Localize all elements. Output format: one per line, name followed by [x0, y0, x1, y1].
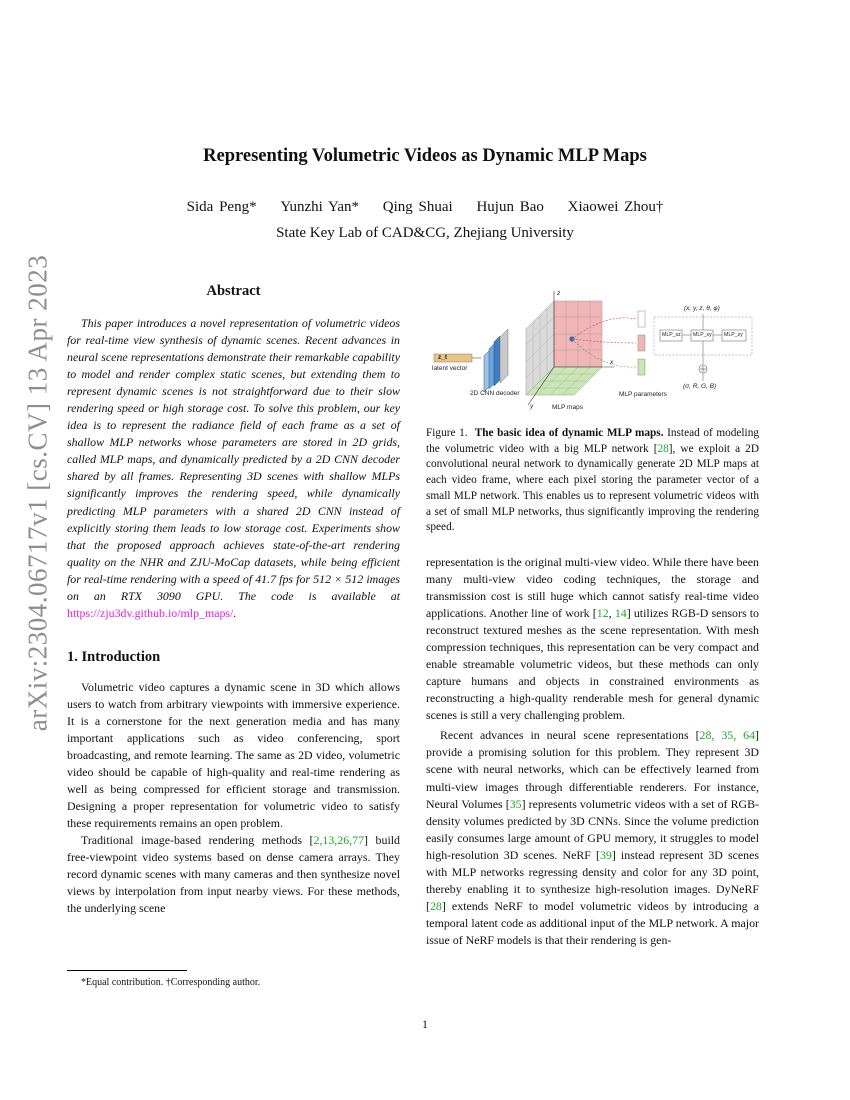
- output-label: (σ, R, G, B): [683, 383, 717, 390]
- mlp-params-label: MLP parameters: [619, 391, 667, 398]
- right-p1-text-b: ] utilizes RGB-D sensors to reconstruct textured meshes as the scene representation. With mesh compression techniques, this representation can be very compact and enable streamable volumetric videos, but these methods can only capture humans and objects in constrained environments as reconstructing a high-quality renderable mesh for general dynamic scenes is still a very challenging problem.: [426, 606, 759, 723]
- param-vector-2: [638, 335, 645, 351]
- mlp-1-label: MLP_xz: [662, 332, 681, 338]
- param-vector-3: [638, 359, 645, 375]
- author-4: Hujun Bao: [476, 199, 544, 215]
- citation-link[interactable]: 39: [599, 847, 612, 862]
- axis-y-label: y: [530, 403, 534, 410]
- citation-link[interactable]: 28: [429, 898, 442, 913]
- citation-link[interactable]: 28, 35, 64: [699, 728, 756, 743]
- citation-link[interactable]: 2,13,26,77: [313, 833, 365, 848]
- footnote-divider: [67, 970, 187, 971]
- affiliation: State Key Lab of CAD&CG, Zhejiang University: [276, 225, 574, 241]
- right-p1-text-a: representation is the original multi-view video. While there have been many multi-view video coding techniques, the storage and transmission cost is still huge which cannot satisfy real-time video applications. Another line of work [: [426, 554, 759, 621]
- footnote: *Equal contribution. †Corresponding author.: [81, 977, 261, 988]
- right-p2-text-c: ] represents volumetric videos with a set of RGB-density volumes predicted by 3D CNNs. Since the volume prediction easily consumes large amount of GPU memory, it struggles to model high-resolution 3D scenes. NeRF [: [426, 796, 759, 862]
- right-p2-text-a: Recent advances in neural scene representations [: [440, 728, 700, 743]
- decoder-label: 2D CNN decoder: [470, 390, 520, 397]
- param-vector-1: [638, 311, 645, 327]
- abstract-end: .: [233, 605, 237, 620]
- intro-paragraph-1: Volumetric video captures a dynamic scene in 3D which allows users to watch from arbitrary viewpoints with immersive experience. It is a cornerstone for the next generation media and has many important applications such as video conferencing, sport broadcasting, and remote learning. The same as 2D video, volumetric video should be capable of high-quality and real-time rendering as well as being compressed for efficient storage and transmission. Designing a proper representation for volumetric video to satisfy these requirements remains an open problem.: [67, 679, 400, 831]
- citation-link[interactable]: 14: [614, 606, 627, 621]
- intro-p2-text-b: ] build free-viewpoint video systems based on dense camera arrays. They record dynamic scenes with many cameras and then synthesize novel views by interpolation from input nearby views. For these methods, the underlying scene: [67, 833, 400, 916]
- right-p2-text-d: ] instead represent 3D scenes with MLP networks regressing density and color for any 3D point, thereby enabling it to synthesize high-resolution images. DyNeRF [: [426, 847, 760, 913]
- right-p2-text-e: ] extends NeRF to model volumetric videos by introducing a temporal latent code as additional input of the MLP network. A major issue of NeRF models is that their rendering is gen-: [426, 898, 759, 947]
- figure-1: [426, 283, 759, 415]
- citation-link[interactable]: 12: [596, 606, 609, 621]
- mlp-2-label: MLP_xy: [693, 332, 712, 338]
- axis-z-label: z: [557, 290, 561, 297]
- page-number: 1: [422, 1017, 428, 1031]
- right-column: [426, 283, 759, 949]
- latent-code-label: z_t: [438, 354, 448, 361]
- caption-text-a: Instead of modeling the volumetric video with a big MLP network [: [426, 427, 759, 455]
- intro-p2-text-a: Traditional image-based rendering methods [: [81, 833, 314, 848]
- latent-vector-label: latent vector: [432, 365, 468, 372]
- figure-1-caption: [426, 426, 759, 536]
- citation-link[interactable]: 35: [509, 796, 522, 811]
- mlp-3-label: MLP_zy: [724, 332, 743, 338]
- caption-label: Figure 1.: [426, 427, 468, 439]
- caption-title: The basic idea of dynamic MLP maps.: [474, 427, 664, 439]
- left-column: [67, 283, 400, 918]
- code-link[interactable]: https://zju3dv.github.io/mlp_maps/: [67, 605, 234, 620]
- cnn-decoder-layers: [484, 329, 508, 392]
- author-list: [0, 199, 850, 216]
- author-2: Yunzhi Yan*: [280, 199, 360, 215]
- abstract-body: [67, 315, 400, 622]
- arxiv-identifier-stamp: [18, 254, 58, 732]
- right-p1-sep: ,: [608, 606, 615, 621]
- author-1: Sida Peng*: [186, 199, 257, 215]
- axis-x-label: x: [610, 359, 614, 366]
- input-coordinates-label: (x, y, z, θ, φ): [684, 305, 720, 312]
- caption-text-b: ], we exploit a 2D convolutional neural network to dynamically generate 2D MLP maps at each video frame, where each pixel storing the parameter vector of a small MLP network. This enables us to represent volumetric videos with a set of small MLP networks, thus significantly improving the rendering speed.: [426, 442, 759, 534]
- paper-title: Representing Volumetric Videos as Dynamic MLP Maps: [203, 146, 647, 166]
- author-3: Qing Shuai: [382, 199, 453, 215]
- citation-link[interactable]: 28: [657, 442, 669, 455]
- intro-paragraph-2: [67, 832, 400, 917]
- mlp-maps-label: MLP maps: [552, 404, 583, 411]
- abstract-heading: Abstract: [206, 283, 261, 299]
- abstract-text: This paper introduces a novel representation of volumetric videos for real-time view synthesis of dynamic scenes. Recent advances in neural scene representations demonstrate their remarkable capability to model and render complex static scenes, but extending them to represent dynamic scenes is not straightforward due to their slow rendering speed or high storage cost. To solve this problem, our key idea is to represent the radiance field of each frame as a set of shallow MLP networks whose parameters are stored in 2D grids, called MLP maps, and dynamically predicted by a 2D CNN decoder shared by all frames. Representing 3D scenes with shallow MLPs significantly improves the rendering speed, while dynamically predicting MLP parameters with a shared 2D CNN instead of explicitly storing them leads to low storage cost. Experiments show that the proposed approach achieves state-of-the-art rendering quality on the NHR and ZJU-MoCap datasets, while being efficient for real-time rendering with a speed of 41.7 fps for 512 × 512 images on an RTX 3090 GPU. The code is available at: [67, 316, 400, 603]
- arxiv-identifier-text: arXiv:2304.06717v1 [cs.CV] 13 Apr 2023: [22, 254, 53, 732]
- right-p2-text-b: ] provide a promising solution for this problem. They represent 3D scene with neural networks, which can be effectively learned from multi-view images through differentiable renderers. For instance, Neural Volumes [: [426, 728, 759, 811]
- author-5: Xiaowei Zhou†: [567, 199, 664, 215]
- introduction-heading: 1. Introduction: [67, 648, 161, 665]
- right-paragraph-1: [426, 554, 759, 724]
- right-paragraph-2: [426, 727, 759, 949]
